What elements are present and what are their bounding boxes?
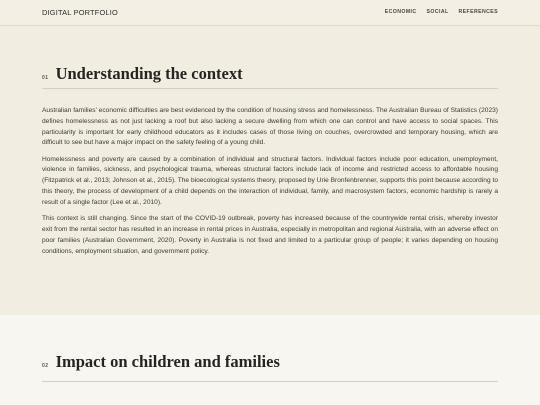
nav-link-social[interactable]: SOCIAL: [426, 9, 449, 15]
section-title: Impact on children and families: [55, 352, 280, 371]
section-number: 01: [42, 75, 49, 81]
body-paragraph: Australian families’ economic difficulties are best evidenced by the condition of housing stress and homelessness. The Australian Bureau of Statistics (2023) defines homelessness as not just lacking a roof but also lacking a secure dwelling from which one can control and have access to social spaces. This particularity is important for early childhood educators as it includes cases of those living on couches, overcrowded and temporary housing, which are difficult to see but have a major impact on the safety feeling of a young child.: [42, 107, 498, 147]
section-body: [42, 106, 498, 263]
top-navigation-bar: [0, 0, 540, 26]
section-heading: [42, 352, 280, 372]
nav-link-references[interactable]: REFERENCES: [458, 9, 498, 15]
section-impact-children: [0, 315, 540, 405]
section-heading: [42, 64, 243, 84]
section-divider: [42, 88, 498, 89]
body-paragraph: Homelessness and poverty are caused by a combination of individual and structural factors. Individual factors include poor education, unemployment, violence in families, sickness, and psychological trauma, whereas structural factors include lack of income and restricted access to affordable housing (Fitzpatrick et al., 2013; Johnson et al., 2015). The bioecological systems theory, proposed by Urie Bronfenbrenner, supports this point because according to this theory, the process of development of a child depends on the interaction of individual, family, and macrosystem factors, economic hardship is rarely a result of a single factor (Lee et al., 2010).: [42, 155, 498, 206]
nav-link-economic[interactable]: ECONOMIC: [384, 9, 417, 15]
site-brand[interactable]: DIGITAL PORTFOLIO: [42, 8, 118, 17]
section-number: 02: [42, 363, 49, 369]
main-nav: [385, 9, 498, 15]
section-divider: [42, 381, 498, 382]
section-title: Understanding the context: [55, 64, 243, 83]
body-paragraph: This context is still changing. Since the start of the COVID-19 outbreak, poverty has increased because of the countrywide rental crisis, whereby investor exit from the rental sector has resulted in an increase in rental prices in Australia, especially in metropolitan and regional Australia, with an adverse effect on poor families (Australian Government, 2020). Poverty in Australia is not fixed and limited to a particular group of people; it varies depending on housing conditions, employment situation, and government policy.: [42, 215, 498, 255]
section-understanding-context: [0, 26, 540, 315]
